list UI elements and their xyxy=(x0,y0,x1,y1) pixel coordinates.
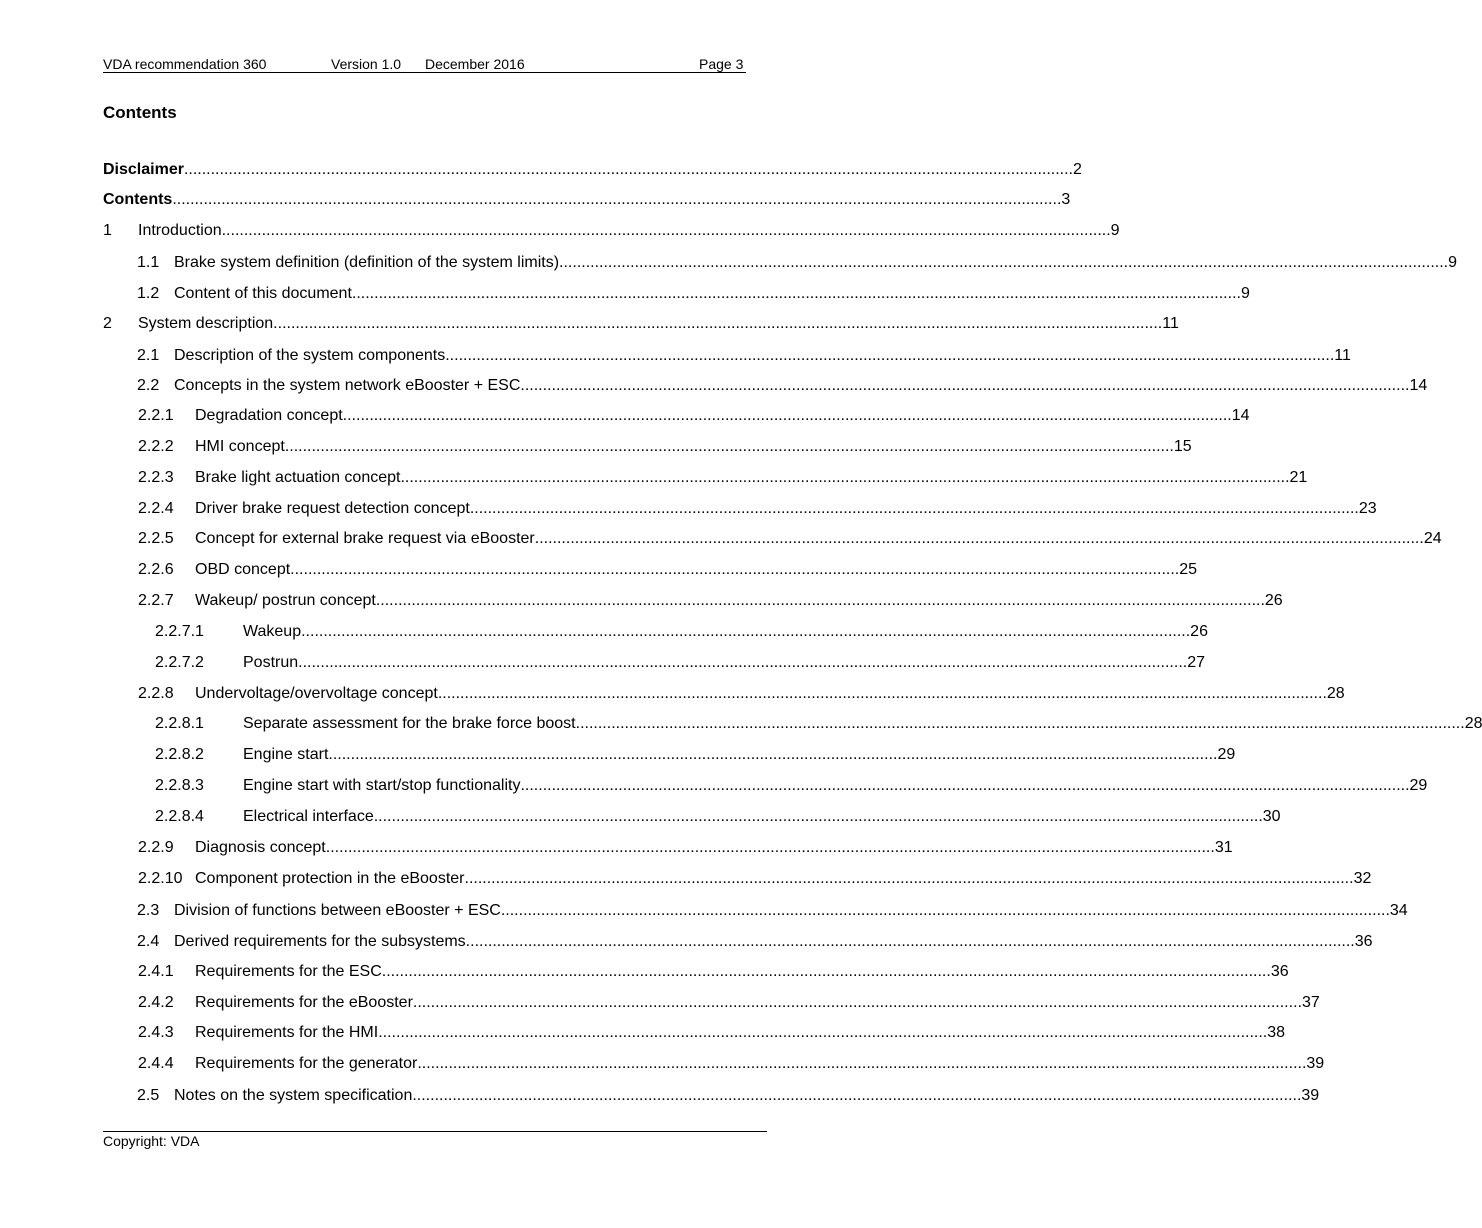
toc-entry[interactable] xyxy=(138,869,1372,889)
toc-entry-number: 2.2.2 xyxy=(138,438,174,455)
page-title: Contents xyxy=(103,103,177,122)
toc-entry-page: 34 xyxy=(1389,902,1408,919)
toc-entry-title: Requirements for the HMI xyxy=(195,1024,379,1041)
toc-entry-title: Electrical interface xyxy=(243,808,374,825)
toc-dot-leader: ........................................................................................................................................................................................................ xyxy=(375,592,1265,609)
toc-entry[interactable] xyxy=(136,932,1373,952)
toc-entry-number: 2.2.8.2 xyxy=(155,746,204,763)
toc-entry-page: 27 xyxy=(1187,654,1205,671)
toc-entry-page: 39 xyxy=(1301,1087,1320,1104)
toc-entry-title: Driver brake request detection concept xyxy=(195,500,470,517)
toc-entry-page: 9 xyxy=(1110,222,1120,239)
toc-entry[interactable] xyxy=(136,376,1428,396)
toc-entry[interactable] xyxy=(155,714,1482,734)
toc-dot-leader: ........................................................................................................................................................................................................ xyxy=(325,839,1215,856)
toc-entry[interactable] xyxy=(155,776,1428,796)
toc-dot-leader: ........................................................................................................................................................................................................ xyxy=(559,254,1449,271)
header-rule xyxy=(103,72,746,73)
toc-dot-leader: ........................................................................................................................................................................................................ xyxy=(520,377,1410,394)
toc-entry-title: Contents xyxy=(103,191,173,208)
toc-dot-leader: ........................................................................................................................................................................................................ xyxy=(284,438,1174,455)
toc-entry[interactable] xyxy=(103,221,1120,241)
toc-entry[interactable] xyxy=(138,591,1283,611)
toc-entry-page: 9 xyxy=(1448,254,1457,271)
toc-entry-number: 2.2.8 xyxy=(138,685,174,702)
toc-entry[interactable] xyxy=(136,901,1408,921)
toc-dot-leader: ........................................................................................................................................................................................................ xyxy=(172,191,1062,208)
toc-entry[interactable] xyxy=(138,406,1250,426)
toc-entry-page: 38 xyxy=(1267,1024,1286,1041)
toc-entry-title: Division of functions between eBooster + ESC xyxy=(174,902,501,919)
toc-entry-page: 14 xyxy=(1409,377,1428,394)
toc-entry-page: 36 xyxy=(1270,963,1289,980)
toc-entry-title: Brake light actuation concept xyxy=(195,469,401,486)
toc-entry-page: 23 xyxy=(1358,500,1377,517)
toc-dot-leader: ........................................................................................................................................................................................................ xyxy=(378,1024,1268,1041)
toc-dot-leader: ........................................................................................................................................................................................................ xyxy=(534,530,1424,547)
toc-entry[interactable] xyxy=(103,160,1082,180)
toc-entry-page: 36 xyxy=(1354,933,1373,950)
toc-entry-page: 30 xyxy=(1262,808,1281,825)
toc-entry-number: 1.1 xyxy=(137,254,160,271)
toc-dot-leader: ........................................................................................................................................................................................................ xyxy=(520,777,1410,794)
toc-dot-leader: ........................................................................................................................................................................................................ xyxy=(328,746,1218,763)
toc-entry-title: System description xyxy=(138,315,274,332)
toc-dot-leader: ........................................................................................................................................................................................................ xyxy=(469,500,1359,517)
toc-dot-leader: ........................................................................................................................................................................................................ xyxy=(273,315,1163,332)
toc-entry-number: 2.2 xyxy=(137,377,160,394)
toc-entry-number: 2.4.2 xyxy=(138,994,174,1011)
toc-entry-number: 2.2.10 xyxy=(138,870,183,887)
toc-entry-title: Wakeup/ postrun concept xyxy=(195,592,376,609)
toc-entry-page: 29 xyxy=(1217,746,1236,763)
toc-dot-leader: ........................................................................................................................................................................................................ xyxy=(290,561,1180,578)
toc-entry-title: Requirements for the eBooster xyxy=(195,994,413,1011)
toc-entry-page: 29 xyxy=(1409,777,1428,794)
toc-entry-number: 2 xyxy=(103,315,112,332)
toc-entry-page: 11 xyxy=(1162,315,1179,332)
toc-entry[interactable] xyxy=(138,1054,1325,1074)
footer-rule xyxy=(103,1131,767,1132)
toc-dot-leader: ........................................................................................................................................................................................................ xyxy=(417,1055,1307,1072)
toc-entry-title: HMI concept xyxy=(195,438,285,455)
toc-entry-number: 2.1 xyxy=(137,347,160,364)
toc-entry-title: Postrun xyxy=(243,654,299,671)
toc-entry-number: 1.2 xyxy=(137,285,160,302)
toc-dot-leader: ........................................................................................................................................................................................................ xyxy=(465,933,1355,950)
toc-entry[interactable] xyxy=(155,807,1281,827)
toc-entry-title: Disclaimer xyxy=(103,161,184,178)
toc-entry-page: 3 xyxy=(1061,191,1071,208)
toc-entry[interactable] xyxy=(103,314,1179,334)
toc-dot-leader: ........................................................................................................................................................................................................ xyxy=(412,1087,1302,1104)
toc-entry[interactable] xyxy=(136,253,1457,273)
toc-entry-page: 15 xyxy=(1173,438,1192,455)
toc-entry-title: Diagnosis concept xyxy=(195,839,326,856)
toc-dot-leader: ........................................................................................................................................................................................................ xyxy=(373,808,1263,825)
toc-entry-title: OBD concept xyxy=(195,561,291,578)
toc-entry-number: 2.2.4 xyxy=(138,500,174,517)
toc-entry-title: Concepts in the system network eBooster + ESC xyxy=(174,377,521,394)
toc-entry-title: Notes on the system specification xyxy=(174,1087,413,1104)
toc-entry-page: 25 xyxy=(1179,561,1198,578)
toc-dot-leader: ........................................................................................................................................................................................................ xyxy=(351,285,1241,302)
toc-entry-title: Undervoltage/overvoltage concept xyxy=(195,685,438,702)
toc-entry-number: 2.4.3 xyxy=(138,1024,174,1041)
toc-entry[interactable] xyxy=(103,190,1071,210)
toc-entry-title: Wakeup xyxy=(243,623,302,640)
toc-entry-page: 37 xyxy=(1301,994,1320,1011)
toc-entry-page: 31 xyxy=(1214,839,1233,856)
toc-entry[interactable] xyxy=(136,346,1351,366)
toc-entry[interactable] xyxy=(155,653,1205,673)
toc-entry-title: Concept for external brake request via eBooster xyxy=(195,530,535,547)
toc-dot-leader: ........................................................................................................................................................................................................ xyxy=(298,654,1188,671)
toc-entry-title: Engine start xyxy=(243,746,329,763)
toc-entry-number: 1 xyxy=(103,222,112,239)
toc-dot-leader: ........................................................................................................................................................................................................ xyxy=(301,623,1191,640)
toc-entry-page: 21 xyxy=(1289,469,1308,486)
toc-entry[interactable] xyxy=(138,962,1289,982)
toc-entry-page: 28 xyxy=(1326,685,1345,702)
toc-entry-page: 14 xyxy=(1231,407,1250,424)
toc-entry-title: Derived requirements for the subsystems xyxy=(174,933,466,950)
toc-entry-number: 2.3 xyxy=(137,902,160,919)
toc-dot-leader: ........................................................................................................................................................................................................ xyxy=(445,347,1335,364)
toc-entry[interactable] xyxy=(136,284,1250,304)
header-date: December 2016 xyxy=(425,56,525,72)
toc-entry[interactable] xyxy=(138,468,1308,488)
toc-entry-page: 11 xyxy=(1334,347,1351,364)
toc-entry-number: 2.2.5 xyxy=(138,530,174,547)
footer-copyright: Copyright: VDA xyxy=(103,1133,200,1149)
toc-entry-title: Degradation concept xyxy=(195,407,343,424)
toc-entry-title: Requirements for the ESC xyxy=(195,963,382,980)
toc-entry-page: 24 xyxy=(1423,530,1442,547)
toc-entry-page: 26 xyxy=(1190,623,1208,640)
toc-entry-page: 39 xyxy=(1306,1055,1325,1072)
toc-entry-page: 9 xyxy=(1240,285,1250,302)
toc-entry-page: 32 xyxy=(1353,870,1372,887)
toc-entry-title: Description of the system components xyxy=(174,347,446,364)
header-version: Version 1.0 xyxy=(331,56,402,72)
toc-entry-number: 2.2.6 xyxy=(138,561,174,578)
toc-entry-number: 2.4.1 xyxy=(138,963,174,980)
toc-entry-number: 2.2.3 xyxy=(138,469,174,486)
toc-dot-leader: ........................................................................................................................................................................................................ xyxy=(342,407,1232,424)
toc-entry[interactable] xyxy=(155,622,1208,642)
toc-entry-number: 2.2.7.1 xyxy=(155,623,204,640)
toc-entry[interactable] xyxy=(138,529,1442,549)
toc-entry[interactable] xyxy=(138,838,1233,858)
toc-entry-number: 2.2.8.1 xyxy=(155,715,204,732)
toc-entry-title: Requirements for the generator xyxy=(195,1055,418,1072)
toc-entry[interactable] xyxy=(138,499,1377,519)
toc-entry-title: Separate assessment for the brake force boost xyxy=(243,715,576,732)
toc-dot-leader: ........................................................................................................................................................................................................ xyxy=(500,902,1390,919)
toc-entry-number: 2.4.4 xyxy=(138,1055,174,1072)
toc-dot-leader: ........................................................................................................................................................................................................ xyxy=(183,161,1073,178)
toc-entry-number: 2.2.8.4 xyxy=(155,808,204,825)
toc-dot-leader: ........................................................................................................................................................................................................ xyxy=(437,685,1327,702)
toc-entry-title: Brake system definition (definition of the system limits) xyxy=(174,254,560,271)
header-document-title: VDA recommendation 360 xyxy=(103,56,267,72)
toc-entry[interactable] xyxy=(138,560,1198,580)
toc-entry-title: Content of this document xyxy=(174,285,352,302)
toc-entry-title: Engine start with start/stop functionality xyxy=(243,777,521,794)
toc-entry[interactable] xyxy=(138,993,1320,1013)
toc-entry-number: 2.5 xyxy=(137,1087,160,1104)
toc-entry-number: 2.2.1 xyxy=(138,407,174,424)
toc-dot-leader: ........................................................................................................................................................................................................ xyxy=(221,222,1111,239)
header-page-number: Page 3 xyxy=(699,56,744,72)
toc-entry[interactable] xyxy=(138,1023,1286,1043)
toc-entry[interactable] xyxy=(138,684,1345,704)
toc-entry[interactable] xyxy=(138,437,1192,457)
toc-entry-page: 26 xyxy=(1264,592,1283,609)
toc-entry-number: 2.2.7.2 xyxy=(155,654,204,671)
toc-dot-leader: ........................................................................................................................................................................................................ xyxy=(575,715,1465,732)
toc-entry-page: 28 xyxy=(1464,715,1482,732)
toc-entry-page: 2 xyxy=(1073,161,1082,178)
toc-dot-leader: ........................................................................................................................................................................................................ xyxy=(412,994,1302,1011)
toc-entry[interactable] xyxy=(155,745,1236,765)
toc-entry[interactable] xyxy=(136,1086,1320,1106)
toc-dot-leader: ........................................................................................................................................................................................................ xyxy=(381,963,1271,980)
toc-entry-number: 2.2.7 xyxy=(138,592,174,609)
toc-entry-number: 2.2.9 xyxy=(138,839,174,856)
toc-entry-number: 2.2.8.3 xyxy=(155,777,204,794)
toc-entry-title: Introduction xyxy=(138,222,222,239)
toc-entry-number: 2.4 xyxy=(137,933,160,950)
toc-dot-leader: ........................................................................................................................................................................................................ xyxy=(464,870,1354,887)
toc-entry-title: Component protection in the eBooster xyxy=(195,870,465,887)
toc-dot-leader: ........................................................................................................................................................................................................ xyxy=(400,469,1290,486)
